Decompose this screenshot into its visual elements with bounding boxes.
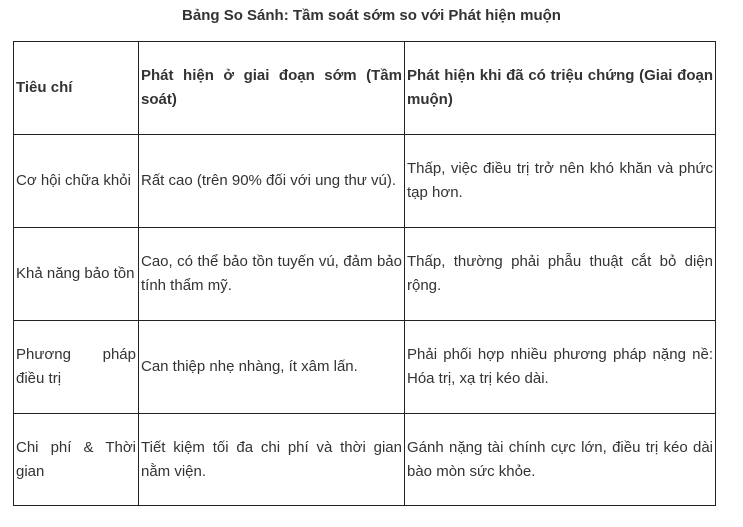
table-row: [14, 321, 716, 414]
cell-late: Thấp, thường phải phẫu thuật cắt bỏ diện rộng.: [405, 228, 716, 321]
cell-late: Gánh nặng tài chính cực lớn, điều trị kéo dài bào mòn sức khỏe.: [405, 414, 716, 506]
comparison-table: [13, 41, 716, 506]
table-header-row: [14, 42, 716, 135]
cell-criterion: Chi phí & Thời gian: [14, 414, 139, 506]
table-row: [14, 228, 716, 321]
cell-criterion: Cơ hội chữa khỏi: [14, 135, 139, 228]
cell-early: Tiết kiệm tối đa chi phí và thời gian nằm viện.: [139, 414, 405, 506]
cell-criterion: Phương pháp điều trị: [14, 321, 139, 414]
header-criterion: Tiêu chí: [14, 42, 139, 135]
header-late-detection: Phát hiện khi đã có triệu chứng (Giai đoạn muộn): [405, 42, 716, 135]
header-early-detection: Phát hiện ở giai đoạn sớm (Tầm soát): [139, 42, 405, 135]
cell-early: Cao, có thể bảo tồn tuyến vú, đảm bảo tính thẩm mỹ.: [139, 228, 405, 321]
cell-late: Thấp, việc điều trị trở nên khó khăn và phức tạp hơn.: [405, 135, 716, 228]
table-row: [14, 414, 716, 506]
table-row: [14, 135, 716, 228]
cell-early: Rất cao (trên 90% đối với ung thư vú).: [139, 135, 405, 228]
cell-criterion: Khả năng bảo tồn: [14, 228, 139, 321]
cell-late: Phải phối hợp nhiều phương pháp nặng nề: Hóa trị, xạ trị kéo dài.: [405, 321, 716, 414]
table-caption: Bảng So Sánh: Tầm soát sớm so với Phát hiện muộn: [182, 7, 561, 24]
cell-early: Can thiệp nhẹ nhàng, ít xâm lấn.: [139, 321, 405, 414]
